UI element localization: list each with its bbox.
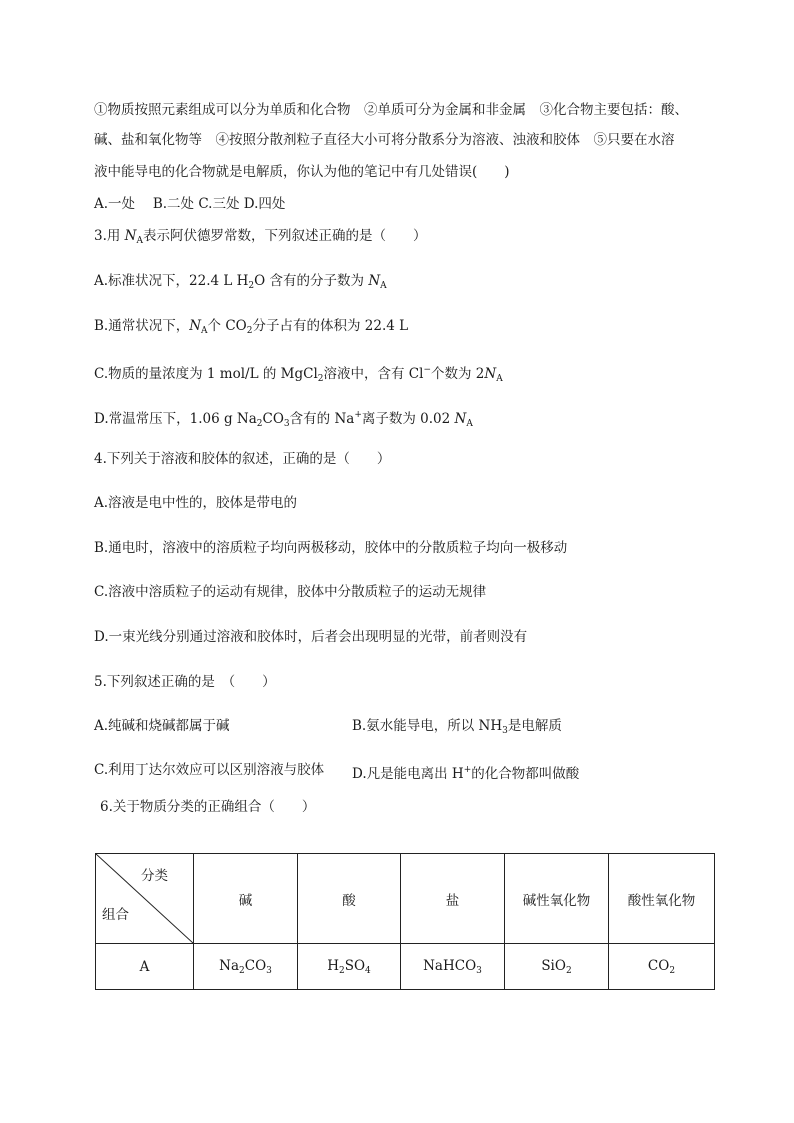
corner-label-group: 组合 [102, 907, 129, 923]
q2-stem-line3: 液中能导电的化合物就是电解质，你认为他的笔记中有几处错误( ) [94, 164, 510, 180]
q5-stem: 5.下列叙述正确的是 （ ） [94, 674, 276, 690]
q3-option-b: B.通常状况下，$N_A$个 $CO_2$分子占有的体积为 22.4 L [94, 318, 409, 336]
cell-base: $Na_2CO_3$ [194, 944, 298, 990]
q5-option-d: D.凡是能电离出 H+的化合物都叫做酸 [352, 765, 580, 782]
header-basic-oxide: 碱性氧化物 [505, 854, 609, 944]
cell-acid: $H_2SO_4$ [298, 944, 401, 990]
q3-option-a: A.标准状况下，22.4 L $H_2O$ 含有的分子数为 $N_A$ [94, 273, 387, 291]
q4-option-b: B.通电时，溶液中的溶质粒子均向两极移动，胶体中的分散质粒子均向一极移动 [94, 540, 568, 556]
row-label: A [96, 944, 194, 990]
q5-option-b: B.氨水能导电，所以 $NH_3$是电解质 [352, 718, 562, 736]
q6-stem: 6.关于物质分类的正确组合（ ） [100, 799, 316, 815]
q4-option-a: A.溶液是电中性的，胶体是带电的 [94, 495, 298, 511]
q5-option-c: C.利用丁达尔效应可以区别溶液与胶体 [94, 762, 325, 778]
header-acid: 酸 [298, 854, 401, 944]
q4-option-c: C.溶液中溶质粒子的运动有规律，胶体中分散质粒子的运动无规律 [94, 584, 487, 600]
header-salt: 盐 [401, 854, 505, 944]
header-base: 碱 [194, 854, 298, 944]
classification-table [95, 853, 715, 990]
q4-option-d: D.一束光线分别通过溶液和胶体时，后者会出现明显的光带，前者则没有 [94, 629, 528, 645]
q2-options: A.一处 B.二处 C.三处 D.四处 [94, 196, 286, 212]
table-corner-cell [96, 854, 194, 944]
table-header-row [96, 854, 715, 944]
corner-label-category: 分类 [141, 868, 168, 884]
cell-salt: NaHCO$_3$ [401, 944, 505, 990]
q5-option-a: A.纯碱和烧碱都属于碱 [94, 718, 230, 734]
q3-option-d: D.常温常压下，1.06 g $Na_2CO_3$含有的 Na+离子数为 0.02 $N_A$ [94, 410, 473, 429]
cell-acidic-oxide: $CO_2$ [609, 944, 715, 990]
q3-stem: 3.用 $N_A$表示阿伏德罗常数，下列叙述正确的是（ ） [94, 228, 427, 246]
header-acidic-oxide: 酸性氧化物 [609, 854, 715, 944]
q4-stem: 4.下列关于溶液和胶体的叙述，正确的是（ ） [94, 451, 391, 467]
q2-stem-line2: 碱、盐和氧化物等 ④按照分散剂粒子直径大小可将分散系分为溶液、浊液和胶体 ⑤只要在水溶 [94, 132, 675, 148]
q2-stem-line1: ①物质按照元素组成可以分为单质和化合物 ②单质可分为金属和非金属 ③化合物主要包括：酸、 [94, 102, 688, 118]
q3-option-c: C.物质的量浓度为 1 mol/L 的 MgCl$_2$溶液中，含有 Cl−个数为 $2N_A$ [94, 365, 503, 384]
table-row [96, 944, 715, 990]
cell-basic-oxide: SiO$_2$ [505, 944, 609, 990]
